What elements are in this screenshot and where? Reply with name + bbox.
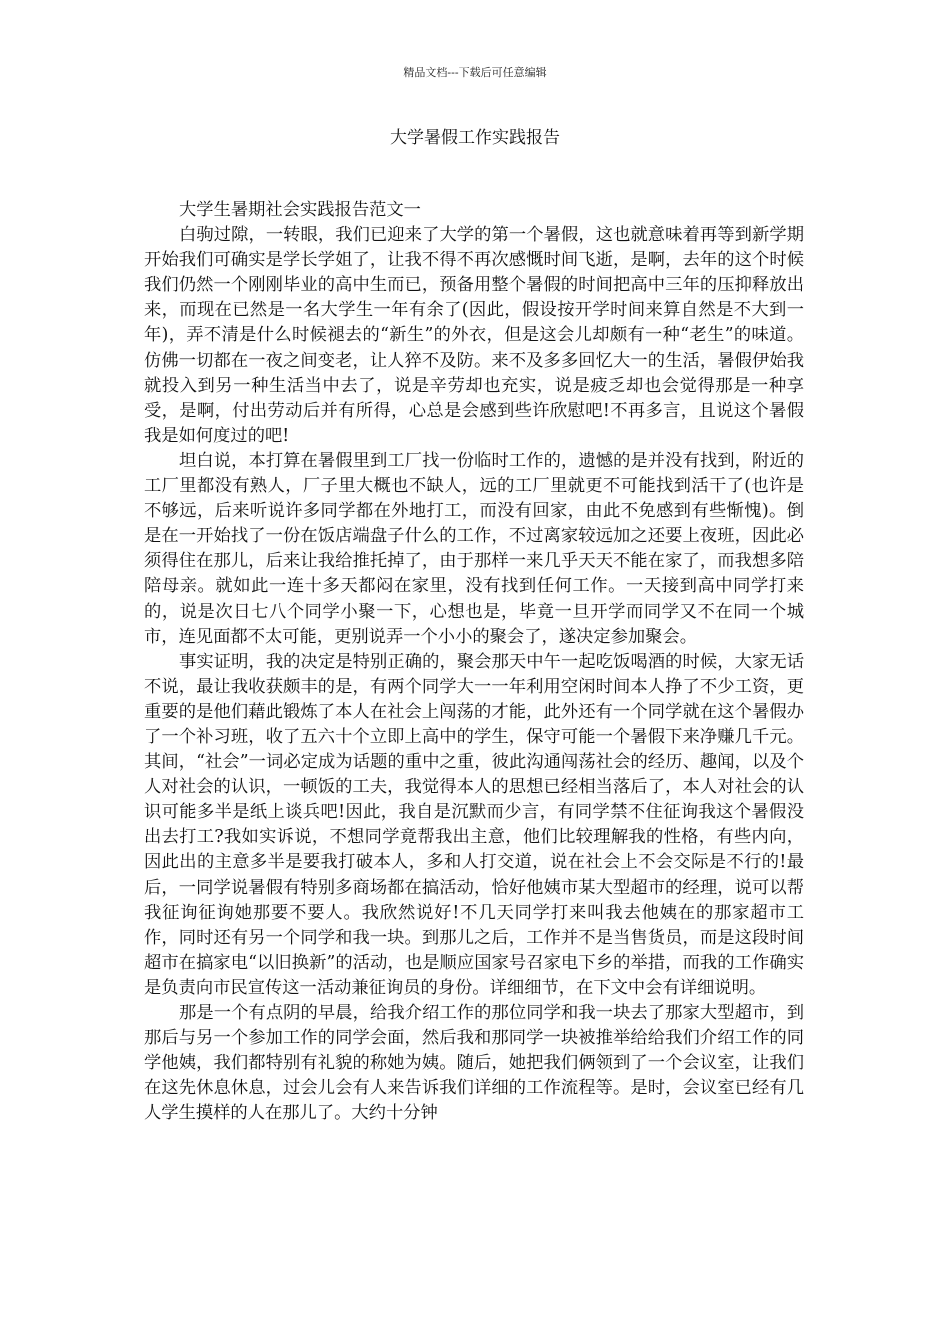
section-heading: 大学生暑期社会实践报告范文一 xyxy=(179,200,421,220)
paragraph-1: 白驹过隙，一转眼，我们已迎来了大学的第一个暑假，这也就意味着再等到新学期开始我们可确实是学长学姐了，让我不得不再次感慨时间飞逝，是啊，去年的这个时候我们仍然一个刚刚毕业的高中生而已，预备用整个暑假的时间把高中三年的压抑释放出来，而现在已然是一名大学生一年有余了(因此，假设按开学时间来算自然是不大到一年)，弄不清是什么时候褪去的“新生”的外衣，但是这会儿却颇有一种“老生”的味道。仿佛一切都在一夜之间变老，让人猝不及防。来不及多多回忆大一的生活，暑假伊始我就投入到另一种生活当中去了，说是辛劳却也充实，说是疲乏却也会觉得那是一种享受，是啊，付出劳动后并有所得，心总是会感到些许欣慰吧!不再多言，且说这个暑假我是如何度过的吧! xyxy=(144,225,804,446)
document-body xyxy=(144,198,804,1126)
paragraph-4: 那是一个有点阴的早晨，给我介绍工作的那位同学和我一块去了那家大型超市，到那后与另一个参加工作的同学会面，然后我和那同学一块被推举给给我们介绍工作的同学他姨，我们都特别有礼貌的称她为姨。随后，她把我们俩领到了一个会议室，让我们在这先休息休息，过会儿会有人来告诉我们详细的工作流程等。是时，会议室已经有几人学生摸样的人在那儿了。大约十分钟 xyxy=(144,1003,804,1124)
page-header: 精品文档---下载后可任意编辑 xyxy=(403,66,547,79)
paragraph-2: 坦白说，本打算在暑假里到工厂找一份临时工作的，遗憾的是并没有找到，附近的工厂里都没有熟人，厂子里大概也不缺人，远的工厂里就更不可能找到活干了(也许是不够远，后来听说许多同学都在外地打工，而没有回家，由此不免感到有些惭愧)。倒是在一开始找了一份在饭店端盘子什么的工作，不过离家较远加之还要上夜班，因此必须得住在那儿，后来让我给推托掉了，由于那样一来几乎天天不能在家了，而我想多陪陪母亲。就如此一连十多天都闷在家里，没有找到任何工作。一天接到高中同学打来的，说是次日七八个同学小聚一下，心想也是，毕竟一旦开学而同学又不在同一个城市，连见面都不太可能，更别说弄一个小小的聚会了，遂决定参加聚会。 xyxy=(144,450,804,647)
paragraph-3: 事实证明，我的决定是特别正确的，聚会那天中午一起吃饭喝酒的时候，大家无话不说，最让我收获颇丰的是，有两个同学大一一年利用空闲时间本人挣了不少工资，更重要的是他们藉此锻炼了本人在社会上闯荡的才能，此外还有一个同学就在这个暑假办了一个补习班，收了五六十个立即上高中的学生，保守可能一个暑假下来净赚几千元。其间，“社会”一词必定成为话题的重中之重，彼此沟通闯荡社会的经历、趣闻，以及个人对社会的认识，一顿饭的工夫，我觉得本人的思想已经相当落后了，本人对社会的认识可能多半是纸上谈兵吧!因此，我自是沉默而少言，有同学禁不住征询我这个暑假没出去打工?我如实诉说，不想同学竟帮我出主意，他们比较理解我的性格，有些内向，因此出的主意多半是要我打破本人，多和人打交道，说在社会上不会交际是不行的!最后，一同学说暑假有特别多商场都在搞活动，恰好他姨市某大型超市的经理，说可以帮我征询征询她那要不要人。我欣然说好!不几天同学打来叫我去他姨在的那家超市工作，同时还有另一个同学和我一块。到那儿之后，工作并不是当售货员，而是这段时间超市在搞家电“以旧换新”的活动，也是顺应国家号召家电下乡的举措，而我的工作确实是负责向市民宣传这一活动兼征询员的身份。详细细节，在下文中会有详细说明。 xyxy=(144,651,804,998)
document-title: 大学暑假工作实践报告 xyxy=(390,128,560,148)
